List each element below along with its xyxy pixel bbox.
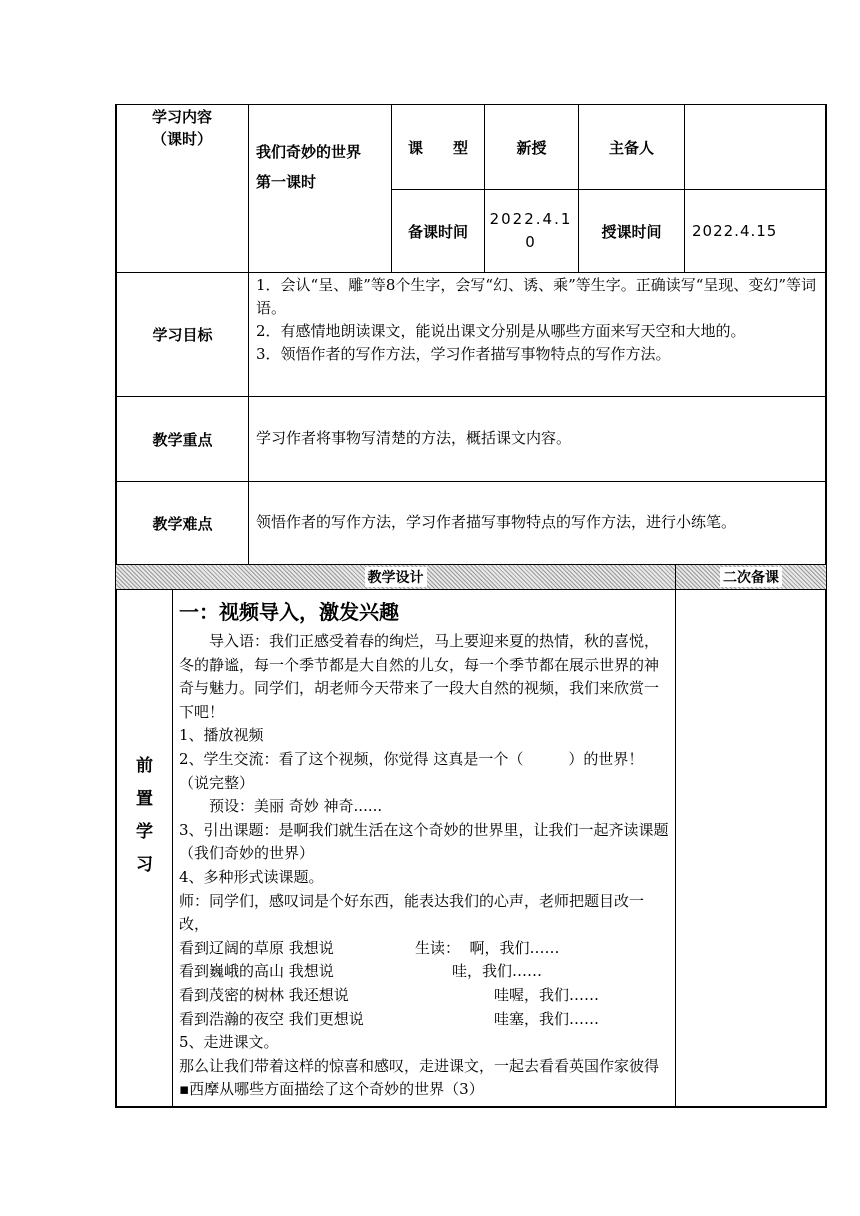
step-2: 2、学生交流：看了这个视频，你觉得 这真是一个（ ）的世界！（说完整）	[179, 749, 644, 792]
preparer-label: 主备人	[608, 138, 654, 157]
key-point-label: 教学重点	[152, 430, 213, 449]
side-label-char: 学	[136, 822, 153, 842]
read-line-response: 哇喔，我们……	[494, 985, 600, 1004]
lesson-title-cell	[256, 137, 388, 197]
key-point-text: 学习作者将事物写清楚的方法，概括课文内容。	[256, 429, 572, 448]
lesson-title: 我们奇妙的世界	[256, 143, 362, 161]
goal-item: 2．有感情地朗读课文，能说出课文分别是从哪些方面来写天空和大地的。	[256, 322, 746, 340]
read-line	[179, 960, 669, 984]
step-5: 5、走进课文。	[179, 1033, 279, 1052]
design-header-label: 教学设计	[365, 567, 427, 587]
side-label-char: 置	[136, 789, 153, 809]
side-label-char: 前	[136, 756, 153, 776]
difficulty-label: 教学难点	[152, 514, 213, 533]
teacher-line: 师：同学们，感叹词是个好东西，能表达我们的心声，老师把题目改一改，	[179, 891, 645, 934]
read-line-response: 哇，我们……	[452, 962, 543, 981]
section-title: 一：视频导入，激发兴趣	[179, 600, 399, 624]
step-3: 3、引出课题：是啊我们就生活在这个奇妙的世界里，让我们一起齐读课题（我们奇妙的世界）	[179, 820, 669, 863]
difficulty-text: 领悟作者的写作方法，学习作者描写事物特点的写作方法，进行小练笔。	[256, 513, 737, 532]
teach-time-label: 授课时间	[601, 222, 662, 241]
read-line	[179, 1008, 669, 1032]
column-divider	[172, 589, 173, 1108]
goals-label: 学习目标	[152, 326, 213, 344]
second-prep-label: 二次备课	[720, 567, 782, 587]
step-1: 1、播放视频	[179, 726, 264, 745]
read-line-prompt: 看到茂密的树林 我还想说	[179, 985, 349, 1004]
read-line	[179, 937, 669, 961]
teach-time-value: 2022.4.15	[692, 222, 778, 240]
prep-time-label: 备课时间	[407, 222, 468, 241]
design-content	[179, 598, 669, 1102]
read-line-prompt: 看到巍峨的高山 我想说	[179, 962, 334, 981]
read-line-response: 生读： 啊，我们……	[415, 938, 560, 957]
second-prep-header	[676, 565, 826, 589]
preset: 预设：美丽 奇妙 神奇......	[209, 797, 383, 816]
read-line	[179, 984, 669, 1008]
side-label-char: 习	[136, 855, 153, 875]
read-line-prompt: 看到辽阔的草原 我想说	[179, 938, 334, 957]
preparer-value	[685, 105, 826, 189]
goal-item: 3．领悟作者的写作方法，学习作者描写事物特点的写作方法。	[256, 345, 671, 363]
read-line-prompt: 看到浩瀚的夜空 我们更想说	[179, 1009, 364, 1028]
side-label	[117, 750, 172, 882]
content-label-cell	[117, 106, 247, 150]
goals-content	[256, 274, 822, 366]
step-4: 4、多种形式读课题。	[179, 867, 324, 886]
intro-paragraph: 导入语：我们正感受着春的绚烂，马上要迎来夏的热情，秋的喜悦，冬的静谧，每一个季节都是大自然的儿女，每一个季节都在展示世界的神奇与魅力。同学们，胡老师今天带来了一段大自然的视频，我们来欣赏一下吧！	[179, 632, 660, 721]
second-prep-area	[676, 590, 826, 1107]
goal-item: 1．会认“呈、雕”等8个生字，会写“幻、诱、乘”等生字。正确读写“呈现、变幻”等词语。	[256, 276, 817, 317]
type-value: 新授	[516, 138, 547, 157]
content-sublabel: （课时）	[151, 130, 212, 148]
content-label: 学习内容	[151, 108, 212, 126]
type-label: 课 型	[407, 138, 468, 157]
column-divider	[248, 104, 249, 564]
read-line-response: 哇塞，我们……	[494, 1009, 600, 1028]
lesson-period: 第一课时	[256, 173, 317, 191]
prep-time-value: 2022.4.10	[489, 210, 573, 251]
design-header	[116, 565, 675, 589]
closing-paragraph: 那么让我们带着这样的惊喜和感叹，走进课文，一起去看看英国作家彼得▪西摩从哪些方面描绘了这个奇妙的世界（3）	[179, 1056, 660, 1099]
